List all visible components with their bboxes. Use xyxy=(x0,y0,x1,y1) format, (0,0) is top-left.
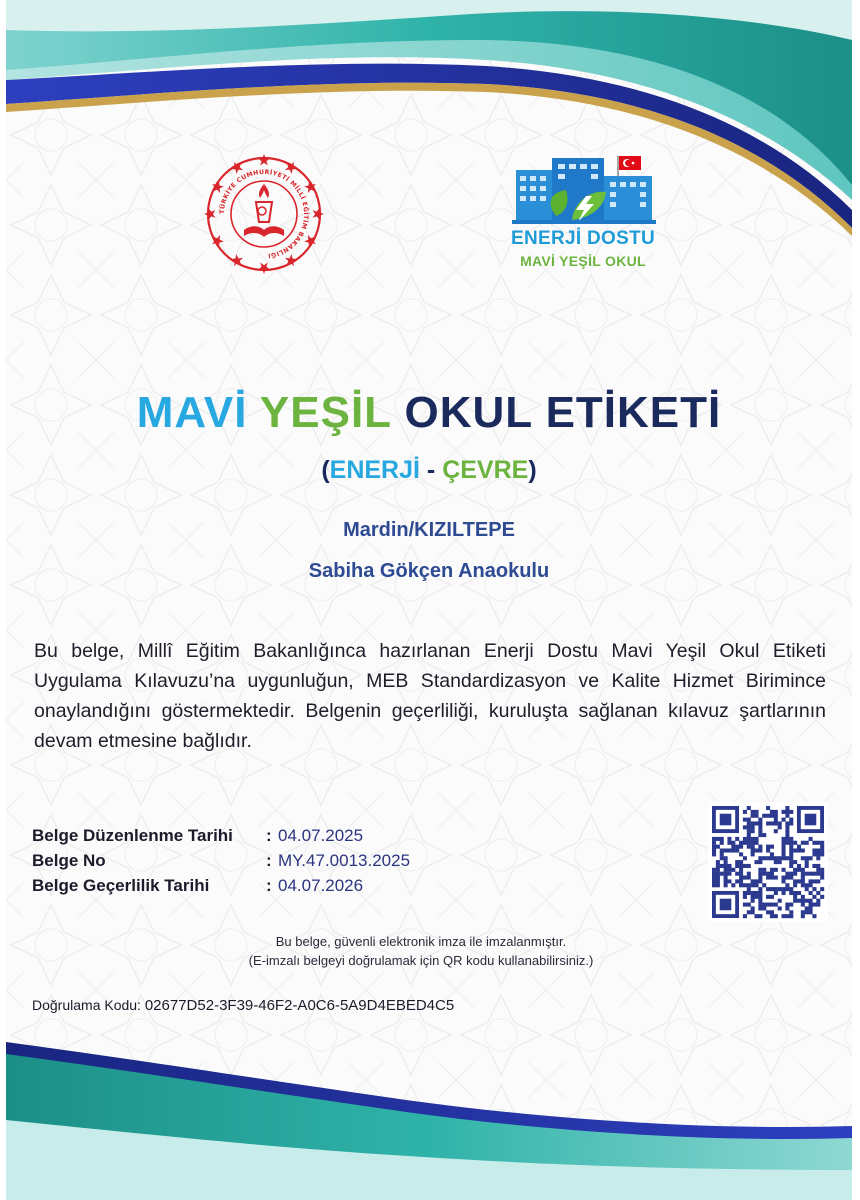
program-logo-subtitle: MAVİ YEŞİL OKUL xyxy=(520,253,646,269)
detail-value: 04.07.2026 xyxy=(278,876,364,895)
detail-label: Belge Geçerlilik Tarihi xyxy=(32,876,210,895)
verification-label: Doğrulama Kodu: xyxy=(32,997,141,1013)
school-location: Mardin/KIZILTEPE xyxy=(343,519,515,541)
detail-colon: : xyxy=(266,826,272,845)
signature-note-line1: Bu belge, güvenli elektronik imza ile imzalanmıştır. xyxy=(275,934,567,949)
title-word-mavi: MAVİ xyxy=(136,388,248,437)
certificate-title xyxy=(6,388,852,438)
detail-value: MY.47.0013.2025 xyxy=(278,851,411,870)
verification-code xyxy=(32,997,454,1014)
subtitle-cevre: ÇEVRE xyxy=(442,456,529,484)
subtitle-close-paren: ) xyxy=(528,456,537,484)
qr-finder-pattern xyxy=(805,814,817,826)
bottom-decorative-wave xyxy=(6,1030,852,1200)
ministry-logo xyxy=(202,152,326,276)
top-decorative-wave xyxy=(6,0,852,250)
detail-colon: : xyxy=(266,876,272,895)
detail-value: 04.07.2025 xyxy=(278,826,364,845)
detail-label: Belge Düzenlenme Tarihi xyxy=(32,826,233,845)
detail-row-issue-date xyxy=(32,826,410,851)
school-name: Sabiha Gökçen Anaokulu xyxy=(308,560,550,582)
qr-code[interactable] xyxy=(708,802,828,922)
title-word-yesil: YEŞİL xyxy=(259,388,392,437)
subtitle-dash: - xyxy=(419,456,443,484)
certificate-body: Bu belge, Millî Eğitim Bakanlığınca hazırlanan Enerji Dostu Mavi Yeşil Okul Etiketi Uygulama Kılavuzu’na uygunluğun, MEB Standardizasyon ve Kalite Hizmet Birimince onaylandığını göstermektedir. Belgenin geçerliliği, kuruluşta sağlanan kılavuz şartlarının devam etmesine bağlıdır. xyxy=(34,640,826,752)
detail-row-document-no xyxy=(32,851,410,876)
signature-note-line2: (E-imzalı belgeyi doğrulamak için QR kodu kullanabilirsiniz.) xyxy=(248,953,594,968)
ministry-ring-text: TÜRKİYE CUMHURİYETİ MİLLÎ EĞİTİM BAKANLIĞI xyxy=(218,168,310,259)
certificate-details xyxy=(32,826,410,901)
detail-label: Belge No xyxy=(32,851,106,870)
subtitle-enerji: ENERJİ xyxy=(329,456,420,484)
qr-finder-pattern xyxy=(720,814,732,826)
verification-value[interactable]: 02677D52-3F39-46F2-A0C6-5A9D4EBED4C5 xyxy=(144,997,455,1014)
detail-row-validity-date xyxy=(32,876,410,901)
subtitle-open-paren: ( xyxy=(321,456,330,484)
title-word-okul-etiketi: OKUL ETİKETİ xyxy=(404,388,722,437)
detail-colon: : xyxy=(266,851,272,870)
certificate-subtitle xyxy=(6,456,852,485)
program-logo-name: ENERJİ DOSTU xyxy=(510,228,655,249)
qr-finder-pattern xyxy=(720,899,732,911)
certificate-page xyxy=(6,0,852,1200)
